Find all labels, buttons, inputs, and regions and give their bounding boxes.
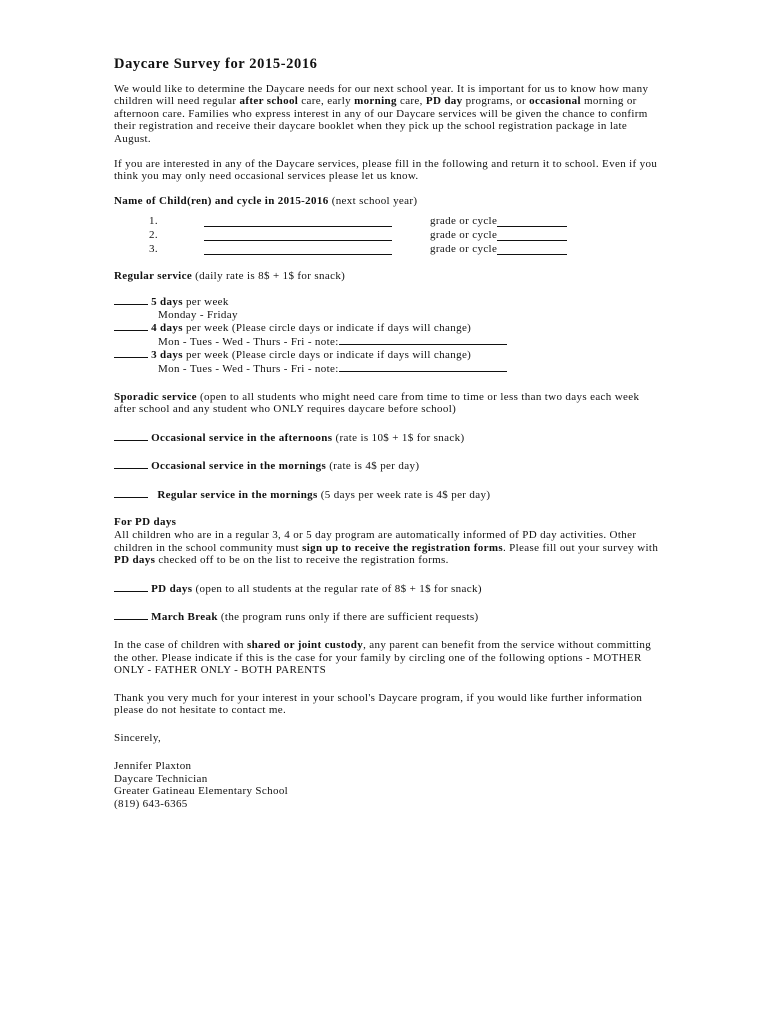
option-pd-days: PD days (open to all students at the regular rate of 8$ + 1$ for snack) xyxy=(114,582,659,596)
child-name-field[interactable] xyxy=(204,216,392,227)
option-5-days-detail: Monday - Friday xyxy=(158,308,238,321)
option-4-days-detail: Mon - Tues - Wed - Thurs - Fri - note: xyxy=(114,335,659,349)
option-3-days-detail: Mon - Tues - Wed - Thurs - Fri - note: xyxy=(114,362,659,376)
survey-document xyxy=(114,58,659,811)
grade-field[interactable] xyxy=(497,217,567,227)
child-row xyxy=(114,241,659,255)
option-march-break: March Break (the program runs only if there are sufficient requests) xyxy=(114,610,659,624)
pd-days-heading: For PD days xyxy=(114,516,177,529)
option-regular-mornings: Regular service in the mornings (5 days per week rate is 4$ per day) xyxy=(114,488,659,502)
checkbox-blank[interactable] xyxy=(114,582,148,592)
note-field[interactable] xyxy=(339,362,507,372)
signer-name: Jennifer Plaxton xyxy=(114,759,192,772)
thanks-paragraph: Thank you very much for your interest in your school's Daycare program, if you would like further information please do not hesitate to contact me. xyxy=(114,691,643,717)
signer-role: Daycare Technician xyxy=(114,772,208,785)
option-4-days: 4 days per week (Please circle days or indicate if days will change) xyxy=(114,321,659,335)
grade-label: grade or cycle xyxy=(430,214,498,227)
option-mornings: Occasional service in the mornings (rate is 4$ per day) xyxy=(114,459,659,473)
checkbox-blank[interactable] xyxy=(114,348,148,358)
phone-number: (819) 643-6365 xyxy=(114,798,188,811)
grade-field[interactable] xyxy=(497,245,567,255)
checkbox-blank[interactable] xyxy=(114,459,148,469)
child-number: 3. xyxy=(149,242,158,255)
checkbox-blank[interactable] xyxy=(114,295,148,305)
page-title: Daycare Survey for 2015-2016 xyxy=(114,56,318,72)
regular-service-heading: Regular service (daily rate is 8$ + 1$ for snack) xyxy=(114,270,346,283)
child-row xyxy=(114,213,659,227)
intro-paragraph: We would like to determine the Daycare needs for our next school year. It is important for us to know how many children will need regular after school care, early morning care, PD day programs, or occasional morning or afternoon care. Families who express interest in any of our Daycare services will be given the chance to confirm their registration and receive their daycare booklet when they pick up the school registration package in late August. xyxy=(114,82,649,145)
checkbox-blank[interactable] xyxy=(114,488,148,498)
grade-label: grade or cycle xyxy=(430,242,498,255)
school-name: Greater Gatineau Elementary School xyxy=(114,785,289,798)
checkbox-blank[interactable] xyxy=(114,321,148,331)
custody-paragraph: In the case of children with shared or joint custody, any parent can benefit from the service without committing the other. Please indicate if this is the case for your family by circling one of the following options - MOTHER ONLY - FATHER ONLY - BOTH PARENTS xyxy=(114,639,652,677)
note-field[interactable] xyxy=(339,335,507,345)
sign-off: Sincerely, xyxy=(114,732,162,744)
child-name-field[interactable] xyxy=(204,230,392,241)
child-number: 2. xyxy=(149,228,158,241)
child-name-field[interactable] xyxy=(204,244,392,255)
option-afternoons: Occasional service in the afternoons (rate is 10$ + 1$ for snack) xyxy=(114,431,659,445)
checkbox-blank[interactable] xyxy=(114,610,148,620)
children-heading: Name of Child(ren) and cycle in 2015-2016 (next school year) xyxy=(114,194,418,207)
checkbox-blank[interactable] xyxy=(114,431,148,441)
grade-field[interactable] xyxy=(497,231,567,241)
option-3-days: 3 days per week (Please circle days or indicate if days will change) xyxy=(114,348,659,362)
sporadic-service-paragraph: Sporadic service (open to all students who might need care from time to time or less than two days each week after school and any student who ONLY requires daycare before school) xyxy=(114,390,640,416)
child-number: 1. xyxy=(149,214,158,227)
signature-block xyxy=(114,732,659,811)
grade-label: grade or cycle xyxy=(430,228,498,241)
instructions-paragraph: If you are interested in any of the Daycare services, please fill in the following and return it to school. Even if you think you may only need occasional services please let us know. xyxy=(114,157,658,183)
pd-days-paragraph: All children who are in a regular 3, 4 or 5 day program are automatically informed of PD day activities. Other children in the school community must sign up to receive the registration forms. Please fill out your survey with PD days checked off to be on the list to receive the registration forms. xyxy=(114,529,659,567)
children-list xyxy=(114,213,659,255)
option-5-days: 5 days per week xyxy=(114,295,659,309)
child-row xyxy=(114,227,659,241)
